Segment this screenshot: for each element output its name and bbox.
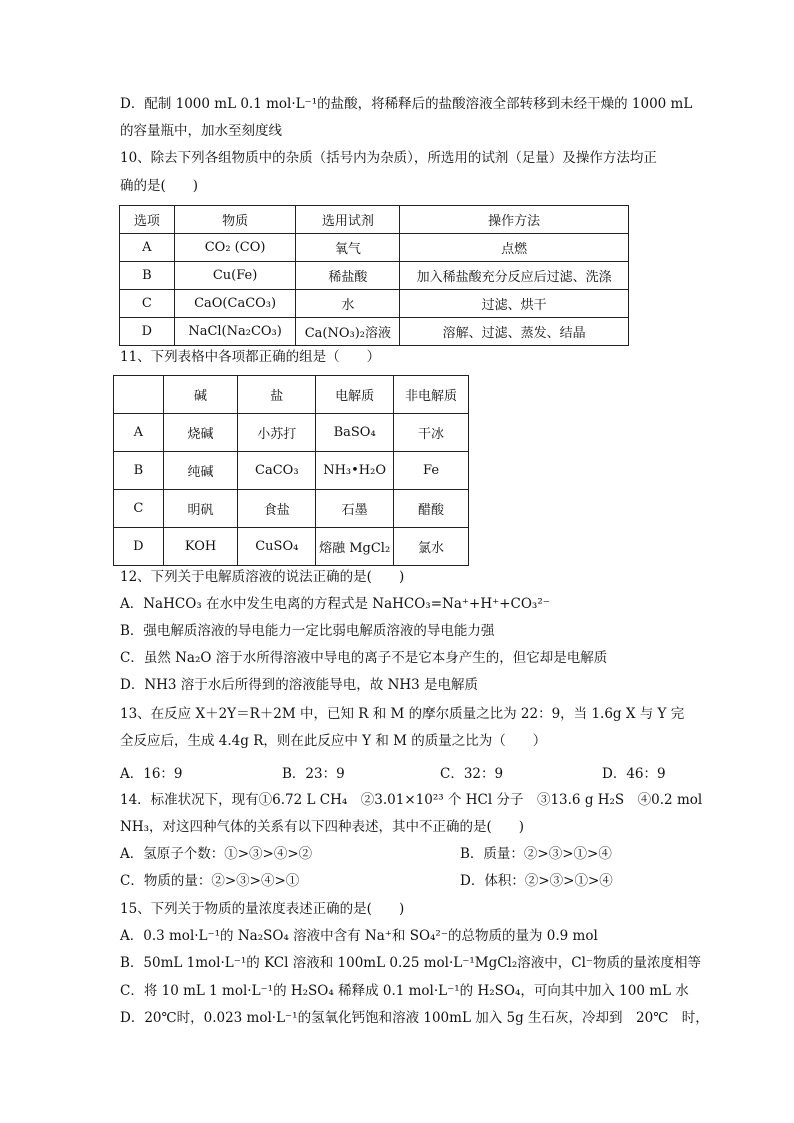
q10-stem-line1: 10、除去下列各组物质中的杂质（括号内为杂质），所选用的试剂（足量）及操作方法均正: [120, 150, 657, 166]
q12-option-a: A．NaHCO₃ 在水中发生电离的方程式是 NaHCO₃=Na⁺+H⁺+CO₃²⁻: [120, 596, 550, 612]
table-cell: Cu(Fe): [174, 262, 296, 290]
q13-stem-line2: 全反应后，生成 4.4g R，则在此反应中 Y 和 M 的质量之比为（ ）: [120, 733, 547, 749]
q13-stem-line1: 13、在反应 X＋2Y＝R＋2M 中，已知 R 和 M 的摩尔质量之比为 22：9，当 1.6g X 与 Y 完: [120, 706, 685, 722]
header-cell: 操作方法: [400, 206, 629, 234]
q12-option-c: C．虽然 Na₂O 溶于水所得溶液中导电的离子不是它本身产生的，但它却是电解质: [120, 650, 608, 666]
q11-stem: 11、下列表格中各项都正确的组是（ ）: [120, 349, 381, 365]
table-cell: 氯水: [394, 528, 469, 566]
q14-option-c: C．物质的量：②>③>④>①: [120, 873, 300, 889]
q12-stem: 12、下列关于电解质溶液的说法正确的是( ): [120, 569, 405, 585]
q10-stem-line2: 确的是( ): [120, 178, 199, 194]
table-cell: CaO(CaCO₃): [174, 290, 296, 318]
q14-option-d: D．体积：②>③>①>④: [460, 873, 613, 889]
table-header-row: [120, 206, 629, 234]
table-cell: A: [120, 234, 175, 262]
table-cell: CO₂ (CO): [174, 234, 296, 262]
header-cell: 非电解质: [394, 376, 469, 414]
table-row: [114, 490, 469, 528]
header-cell: 碱: [163, 376, 238, 414]
table-cell: 过滤、烘干: [400, 290, 629, 318]
q9-option-d-line1: D．配制 1000 mL 0.1 mol·L⁻¹的盐酸，将稀释后的盐酸溶液全部转移到未经干燥的 1000 mL: [120, 96, 693, 112]
table-cell: 明矾: [163, 490, 238, 528]
q12-option-b: B．强电解质溶液的导电能力一定比弱电解质溶液的导电能力强: [120, 623, 495, 639]
table-cell: NH₃•H₂O: [316, 452, 394, 490]
table-cell: 烧碱: [163, 414, 238, 452]
table-cell: 干冰: [394, 414, 469, 452]
table-cell: Fe: [394, 452, 469, 490]
table-cell: BaSO₄: [316, 414, 394, 452]
table-row: [120, 234, 629, 262]
table-cell: 氧气: [296, 234, 400, 262]
table-row: [120, 290, 629, 318]
table-row: [120, 262, 629, 290]
q15-option-b: B．50mL 1mol·L⁻¹的 KCl 溶液和 100mL 0.25 mol·L⁻¹MgCl₂溶液中，Cl⁻物质的量浓度相等: [120, 955, 702, 971]
table-cell: 石墨: [316, 490, 394, 528]
table-row: [114, 414, 469, 452]
table-cell: C: [120, 290, 175, 318]
table-cell: 稀盐酸: [296, 262, 400, 290]
table-cell: 食盐: [238, 490, 316, 528]
q14-stem-line2: NH₃，对这四种气体的关系有以下四种表述，其中不正确的是( ): [120, 819, 525, 835]
q12-option-d: D．NH3 溶于水后所得到的溶液能导电，故 NH3 是电解质: [120, 677, 479, 693]
table-cell: KOH: [163, 528, 238, 566]
q15-stem: 15、下列关于物质的量浓度表述正确的是( ): [120, 901, 405, 917]
table-cell: A: [114, 414, 164, 452]
q13-option-d: D．46：9: [602, 766, 666, 782]
header-cell: [114, 376, 164, 414]
table-cell: D: [120, 318, 175, 346]
header-cell: 物质: [174, 206, 296, 234]
table-header-row: [114, 376, 469, 414]
table-row: [114, 452, 469, 490]
q13-option-a: A．16：9: [120, 766, 183, 782]
header-cell: 盐: [238, 376, 316, 414]
table-cell: Ca(NO₃)₂溶液: [296, 318, 400, 346]
table-cell: 点燃: [400, 234, 629, 262]
q9-option-d-line2: 的容量瓶中，加水至刻度线: [120, 123, 282, 139]
header-cell: 电解质: [316, 376, 394, 414]
header-cell: 选项: [120, 206, 175, 234]
q14-option-a: A．氢原子个数：①>③>④>②: [120, 846, 313, 862]
table-cell: C: [114, 490, 164, 528]
table-cell: CuSO₄: [238, 528, 316, 566]
q14-stem-line1: 14．标准状况下，现有①6.72 L CH₄ ②3.01×10²³ 个 HCl 分子 ③13.6 g H₂S ④0.2 mol: [120, 792, 703, 808]
table-cell: 熔融 MgCl₂: [316, 528, 394, 566]
q10-table: [119, 205, 629, 346]
table-cell: 小苏打: [238, 414, 316, 452]
q13-option-b: B．23：9: [282, 766, 345, 782]
table-cell: B: [114, 452, 164, 490]
q14-option-b: B．质量：②>③>①>④: [460, 846, 612, 862]
q13-option-c: C．32：9: [440, 766, 504, 782]
q15-option-a: A．0.3 mol·L⁻¹的 Na₂SO₄ 溶液中含有 Na⁺和 SO₄²⁻的总物质的量为 0.9 mol: [120, 928, 598, 944]
table-cell: 醋酸: [394, 490, 469, 528]
table-row: [120, 318, 629, 346]
table-row: [114, 528, 469, 566]
table-cell: 水: [296, 290, 400, 318]
table-cell: CaCO₃: [238, 452, 316, 490]
q11-table: [113, 375, 469, 566]
q15-option-c: C．将 10 mL 1 mol·L⁻¹的 H₂SO₄ 稀释成 0.1 mol·L⁻¹的 H₂SO₄，可向其中加入 100 mL 水: [120, 983, 689, 999]
table-cell: NaCl(Na₂CO₃): [174, 318, 296, 346]
table-cell: B: [120, 262, 175, 290]
table-cell: 纯碱: [163, 452, 238, 490]
q15-option-d: D．20℃时，0.023 mol·L⁻¹的氢氧化钙饱和溶液 100mL 加入 5g 生石灰，冷却到 20℃ 时，: [120, 1010, 709, 1026]
table-cell: 溶解、过滤、蒸发、结晶: [400, 318, 629, 346]
table-cell: D: [114, 528, 164, 566]
header-cell: 选用试剂: [296, 206, 400, 234]
table-cell: 加入稀盐酸充分反应后过滤、洗涤: [400, 262, 629, 290]
